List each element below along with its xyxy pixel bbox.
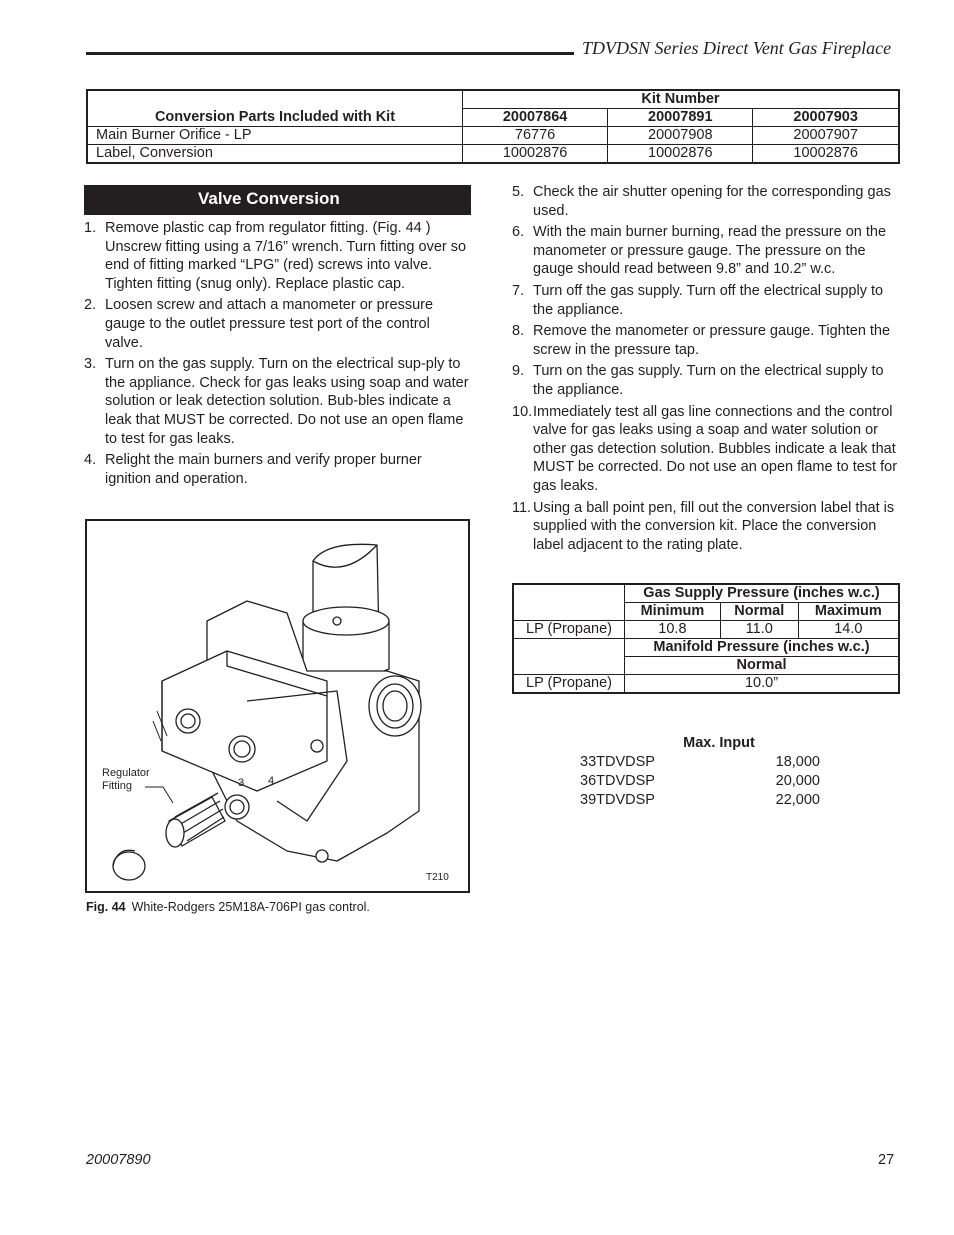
list-item: 2. Loosen screw and attach a manometer or pressure gauge to the outlet pressure test port of the control valve. bbox=[84, 297, 434, 351]
header-rule bbox=[86, 52, 574, 55]
max-input-list bbox=[580, 734, 820, 810]
conversion-kit-table bbox=[86, 89, 900, 164]
list-item: 4. Relight the main burners and verify proper burner ignition and operation. bbox=[84, 452, 422, 487]
part-number: 10002876 bbox=[463, 145, 608, 164]
part-number: 10002876 bbox=[753, 145, 899, 164]
part-number: 20007908 bbox=[608, 127, 753, 145]
figure-caption-text: White-Rodgers 25M18A-706PI gas control. bbox=[131, 900, 370, 914]
port-3-label: 3 bbox=[238, 777, 245, 789]
section-title-bar: Valve Conversion bbox=[84, 185, 471, 215]
manifold-normal-header: Normal bbox=[625, 657, 900, 675]
figure-caption bbox=[86, 900, 370, 914]
col-minimum-header: Minimum bbox=[625, 603, 721, 621]
regulator-fitting-label: Regulator Fitting bbox=[102, 767, 150, 792]
part-number: 10002876 bbox=[608, 145, 753, 164]
table-row bbox=[87, 145, 899, 164]
parts-header: Conversion Parts Included with Kit bbox=[87, 109, 463, 127]
gas-valve-illustration bbox=[87, 521, 468, 891]
port-4-label: 4 bbox=[268, 775, 275, 787]
list-item: 3. Turn on the gas supply. Turn on the electrical sup-ply to the appliance. Check for gas leaks using soap and water solution or leak detection solution. Bub-bles indicate a leak that MUST be corrected. Do not use an open flame to test for gas leaks. bbox=[84, 356, 469, 447]
list-item: 8. Remove the manometer or pressure gauge. Tighten the screw in the pressure tap. bbox=[512, 323, 891, 358]
steps-list-left bbox=[84, 219, 470, 491]
kit-column-header: 20007891 bbox=[608, 109, 753, 127]
table-corner bbox=[513, 584, 625, 621]
page-number: 27 bbox=[878, 1152, 895, 1168]
list-item: 10. Immediately test all gas line connections and the control valve for gas leaks using a soap and water solution or other gas detection solution. Bubbles indicate a leak that MUST be corrected. Do not use an open flame to test for gas leaks. bbox=[512, 403, 898, 494]
part-number: 76776 bbox=[463, 127, 608, 145]
list-item: 39TDVDSP 22,000 bbox=[580, 792, 820, 808]
list-item: 36TDVDSP 20,000 bbox=[580, 773, 820, 789]
manifold-pressure-header: Manifold Pressure (inches w.c.) bbox=[625, 639, 900, 657]
supply-pressure-header: Gas Supply Pressure (inches w.c.) bbox=[625, 584, 900, 603]
list-item: 7. Turn off the gas supply. Turn off the electrical supply to the appliance. bbox=[512, 282, 884, 318]
table-row bbox=[87, 127, 899, 145]
figure-code: T210 bbox=[426, 872, 449, 883]
list-item: 1. Remove plastic cap from regulator fitting. (Fig. 44 ) Unscrew fitting using a 7/16” wrench. Turn fitting over so end of fitting marked “LPG” (red) screws into valve. Tighten fitting (snug only). Replace plastic cap. bbox=[84, 220, 467, 292]
table-row: LP (Propane) 10.8 11.0 14.0 bbox=[513, 621, 899, 639]
table-corner bbox=[87, 90, 463, 109]
list-item: 9. Turn on the gas supply. Turn on the electrical supply to the appliance. bbox=[512, 363, 884, 398]
max-input-header: Max. Input bbox=[683, 735, 755, 751]
footer-document-code: 20007890 bbox=[86, 1152, 151, 1168]
figure-gas-control bbox=[85, 519, 470, 893]
col-normal-header: Normal bbox=[720, 603, 798, 621]
list-item: 11. Using a ball point pen, fill out the conversion label that is supplied with the conversion kit. Place the conversion label adjacent to the rating plate. bbox=[512, 499, 895, 553]
steps-list-right bbox=[512, 183, 900, 557]
kit-column-header: 20007903 bbox=[753, 109, 899, 127]
col-maximum-header: Maximum bbox=[798, 603, 899, 621]
pressure-table bbox=[512, 583, 900, 694]
part-name: Main Burner Orifice - LP bbox=[87, 127, 463, 145]
kit-column-header: 20007864 bbox=[463, 109, 608, 127]
list-item: 5. Check the air shutter opening for the corresponding gas used. bbox=[512, 184, 891, 219]
table-row: LP (Propane) 10.0” bbox=[513, 675, 899, 694]
figure-number: Fig. 44 bbox=[86, 900, 126, 914]
kit-number-header: Kit Number bbox=[463, 90, 900, 109]
list-item: 33TDVDSP 18,000 bbox=[580, 754, 820, 770]
part-number: 20007907 bbox=[753, 127, 899, 145]
list-item: 6. With the main burner burning, read the pressure on the manometer or pressure gauge. The pressure on the gauge should read between 9.8” and 10.2” w.c. bbox=[512, 224, 887, 278]
table-corner bbox=[513, 639, 625, 675]
page-header-title: TDVDSN Series Direct Vent Gas Fireplace bbox=[582, 38, 892, 58]
part-name: Label, Conversion bbox=[87, 145, 463, 164]
